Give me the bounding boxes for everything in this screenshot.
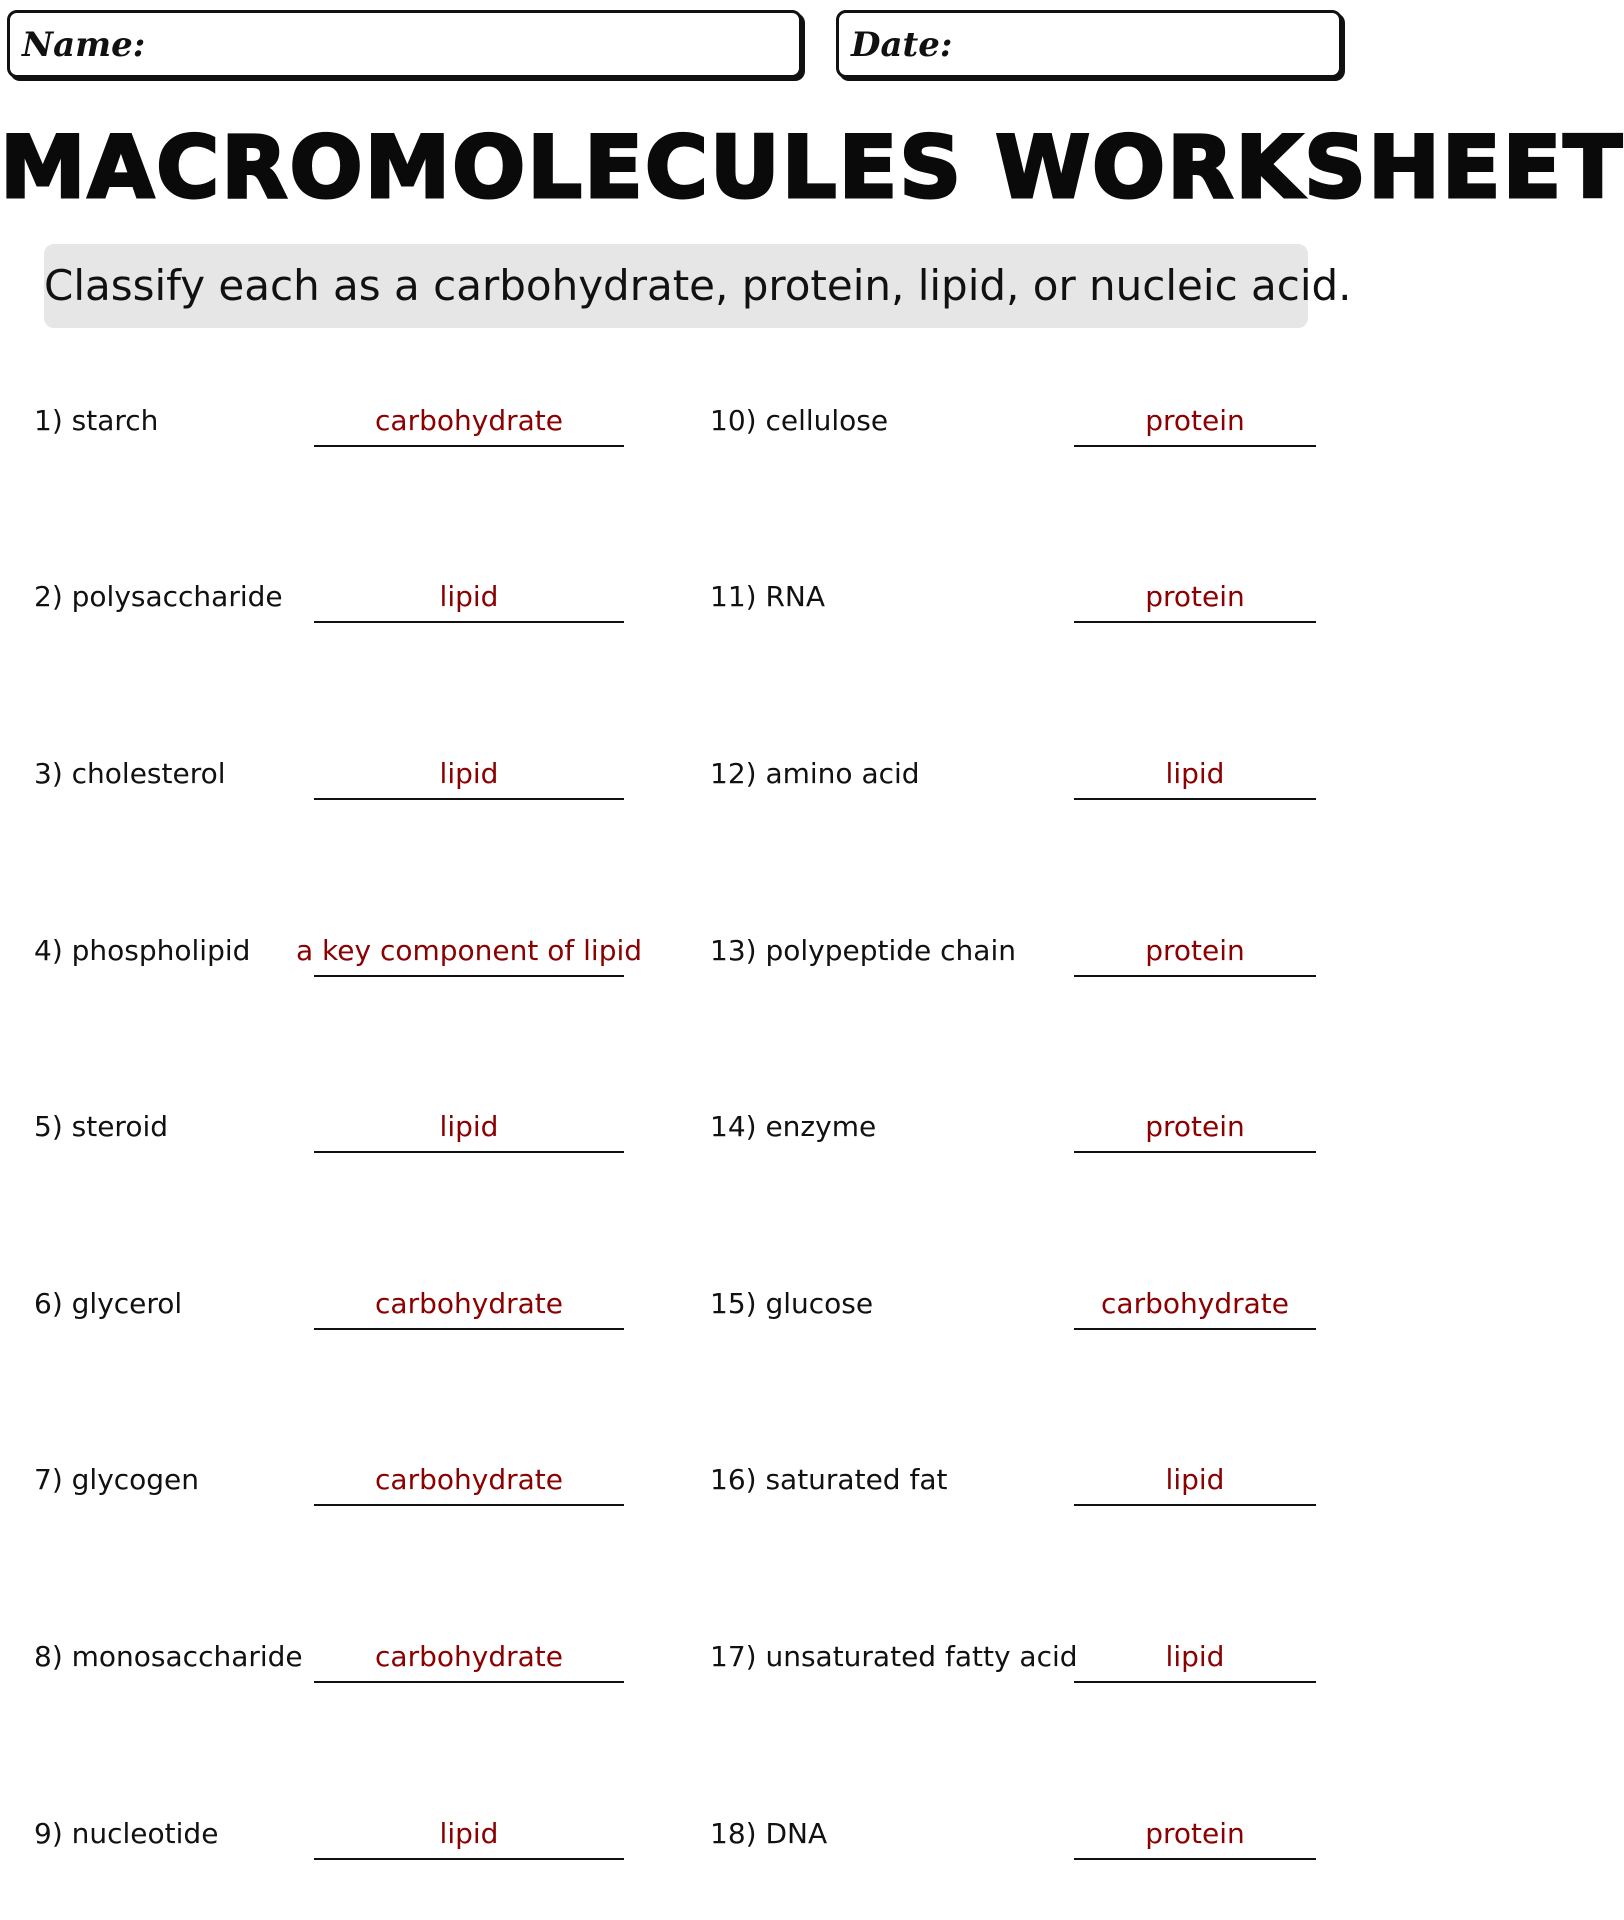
answer-text[interactable]: protein bbox=[1145, 934, 1245, 967]
answer-text[interactable]: protein bbox=[1145, 404, 1245, 437]
answer-line bbox=[314, 1858, 624, 1860]
question-label: 10) cellulose bbox=[710, 404, 889, 437]
question-label: 7) glycogen bbox=[34, 1463, 200, 1496]
question-item-4 bbox=[34, 925, 643, 985]
question-item-6 bbox=[34, 1278, 634, 1338]
question-item-12 bbox=[710, 748, 1330, 808]
question-item-11 bbox=[710, 571, 1330, 631]
question-item-15 bbox=[710, 1278, 1330, 1338]
answer-line bbox=[314, 1151, 624, 1153]
question-label: 18) DNA bbox=[710, 1817, 828, 1850]
question-label: 8) monosaccharide bbox=[34, 1640, 303, 1673]
answer-text[interactable]: a key component of lipid bbox=[295, 934, 643, 967]
question-item-5 bbox=[34, 1101, 634, 1161]
answer-line bbox=[314, 1504, 624, 1506]
answer-text[interactable]: lipid bbox=[1165, 1463, 1225, 1496]
worksheet-title: MACROMOLECULES WORKSHEET bbox=[0, 118, 1624, 218]
answer-text[interactable]: carbohydrate bbox=[375, 1463, 563, 1496]
question-item-13 bbox=[710, 925, 1330, 985]
question-item-8 bbox=[34, 1631, 634, 1691]
date-field[interactable] bbox=[836, 10, 1342, 78]
question-item-2 bbox=[34, 571, 634, 631]
answer-line bbox=[1074, 445, 1316, 447]
question-label: 1) starch bbox=[34, 404, 159, 437]
name-label: Name: bbox=[22, 25, 146, 65]
question-label: 9) nucleotide bbox=[34, 1817, 219, 1850]
date-label: Date: bbox=[851, 25, 953, 65]
answer-text[interactable]: lipid bbox=[1165, 757, 1225, 790]
question-label: 13) polypeptide chain bbox=[710, 934, 1016, 967]
question-item-3 bbox=[34, 748, 634, 808]
question-label: 17) unsaturated fatty acid bbox=[710, 1640, 1078, 1673]
question-label: 4) phospholipid bbox=[34, 934, 251, 967]
question-label: 2) polysaccharide bbox=[34, 580, 283, 613]
answer-line bbox=[314, 798, 624, 800]
question-label: 11) RNA bbox=[710, 580, 826, 613]
answer-line bbox=[314, 621, 624, 623]
question-item-9 bbox=[34, 1808, 634, 1868]
answer-line bbox=[314, 975, 624, 977]
answer-text[interactable]: lipid bbox=[439, 1817, 499, 1850]
answer-line bbox=[1074, 1681, 1316, 1683]
question-label: 12) amino acid bbox=[710, 757, 920, 790]
answer-line bbox=[1074, 1504, 1316, 1506]
answer-line bbox=[314, 1328, 624, 1330]
question-label: 14) enzyme bbox=[710, 1110, 877, 1143]
answer-text[interactable]: lipid bbox=[439, 1110, 499, 1143]
answer-text[interactable]: protein bbox=[1145, 580, 1245, 613]
question-label: 16) saturated fat bbox=[710, 1463, 948, 1496]
name-field[interactable] bbox=[7, 10, 802, 78]
instructions-banner: Classify each as a carbohydrate, protein, lipid, or nucleic acid. bbox=[44, 244, 1308, 328]
answer-line bbox=[314, 1681, 624, 1683]
answer-text[interactable]: carbohydrate bbox=[375, 1287, 563, 1320]
answer-line bbox=[1074, 975, 1316, 977]
question-item-7 bbox=[34, 1454, 634, 1514]
question-item-10 bbox=[710, 395, 1330, 455]
answer-text[interactable]: carbohydrate bbox=[375, 1640, 563, 1673]
answer-text[interactable]: carbohydrate bbox=[375, 404, 563, 437]
answer-text[interactable]: lipid bbox=[439, 757, 499, 790]
answer-line bbox=[1074, 1328, 1316, 1330]
question-label: 3) cholesterol bbox=[34, 757, 226, 790]
answer-line bbox=[1074, 798, 1316, 800]
answer-line bbox=[314, 445, 624, 447]
answer-line bbox=[1074, 1858, 1316, 1860]
question-item-17 bbox=[710, 1631, 1330, 1691]
answer-line bbox=[1074, 1151, 1316, 1153]
answer-text[interactable]: lipid bbox=[1165, 1640, 1225, 1673]
answer-text[interactable]: protein bbox=[1145, 1110, 1245, 1143]
question-label: 15) glucose bbox=[710, 1287, 874, 1320]
question-label: 6) glycerol bbox=[34, 1287, 183, 1320]
question-item-14 bbox=[710, 1101, 1330, 1161]
question-item-18 bbox=[710, 1808, 1330, 1868]
answer-text[interactable]: lipid bbox=[439, 580, 499, 613]
question-label: 5) steroid bbox=[34, 1110, 169, 1143]
question-item-16 bbox=[710, 1454, 1330, 1514]
answer-line bbox=[1074, 621, 1316, 623]
answer-text[interactable]: protein bbox=[1145, 1817, 1245, 1850]
answer-text[interactable]: carbohydrate bbox=[1101, 1287, 1289, 1320]
question-item-1 bbox=[34, 395, 634, 455]
